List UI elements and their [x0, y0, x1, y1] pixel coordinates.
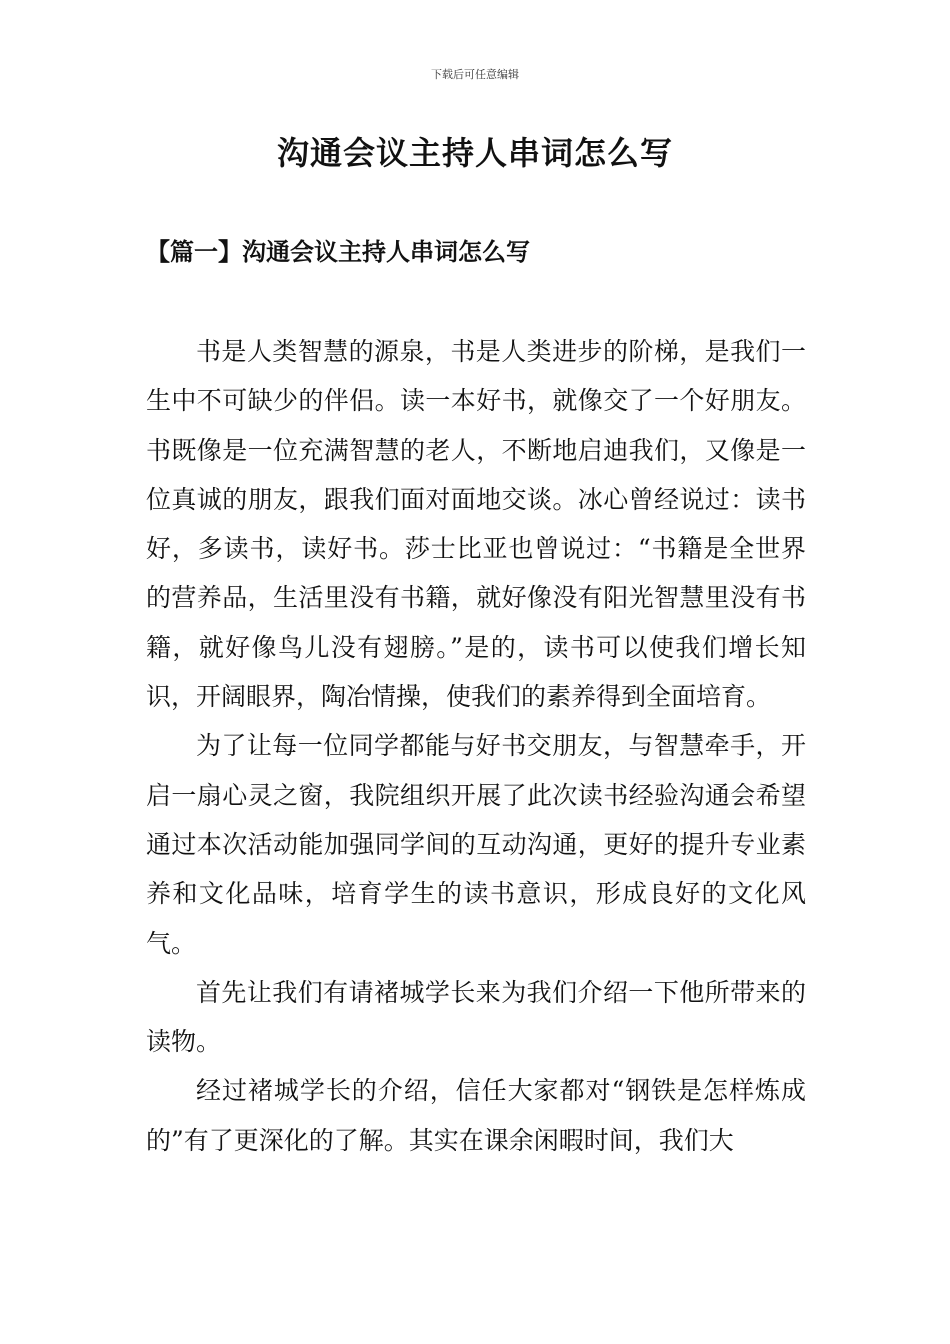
- body-text: [146, 327, 806, 1165]
- paragraph-2: 为了让每一位同学都能与好书交朋友，与智慧牵手，开启一扇心灵之窗，我院组织开展了此次读书经验沟通会希望通过本次活动能加强同学间的互动沟通，更好的提升专业素养和文化品味，培育学生的读书意识，形成良好的文化风气。: [146, 731, 806, 958]
- document-title: 沟通会议主持人串词怎么写: [276, 134, 673, 172]
- paragraph-4: 经过褚城学长的介绍，信任大家都对“钢铁是怎样炼成的”有了更深化的了解。其实在课余闲暇时间，我们大: [146, 1076, 806, 1155]
- paragraph-3: 首先让我们有请褚城学长来为我们介绍一下他所带来的读物。: [146, 977, 806, 1057]
- section-heading: 【篇一】沟通会议主持人串词怎么写: [146, 237, 530, 266]
- header-note: 下载后可任意编辑: [431, 68, 519, 81]
- paragraph-1: 书是人类智慧的源泉，书是人类进步的阶梯，是我们一生中不可缺少的伴侣。读一本好书，就像交了一个好朋友。书既像是一位充满智慧的老人，不断地启迪我们，又像是一位真诚的朋友，跟我们面对面地交谈。冰心曾经说过：读书好，多读书，读好书。莎士比亚也曾说过：“书籍是全世界的营养品，生活里没有书籍，就好像没有阳光智慧里没有书籍，就好像鸟儿没有翅膀。”是的，读书可以使我们增长知识，开阔眼界，陶冶情操，使我们的素养得到全面培育。: [146, 337, 806, 712]
